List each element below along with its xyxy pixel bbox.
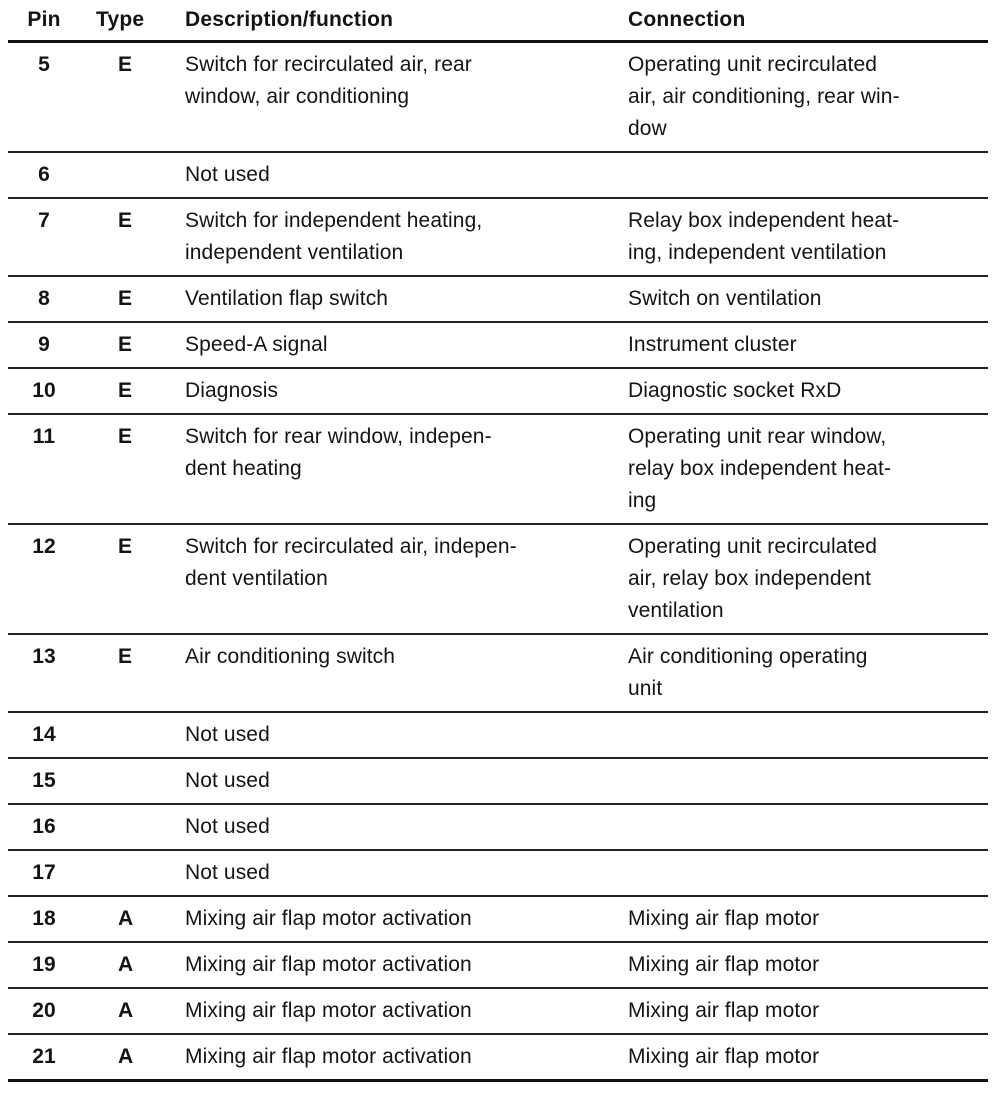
connection-cell <box>625 414 988 524</box>
pin-cell-text: 14 <box>32 723 56 746</box>
connection-cell <box>625 896 988 942</box>
pin-cell <box>8 368 88 414</box>
type-cell-text: A <box>118 907 134 930</box>
connection-cell-text: Switch on ventilation <box>628 287 822 310</box>
description-cell <box>185 988 625 1034</box>
connection-cell <box>625 712 988 758</box>
table-row <box>8 152 988 198</box>
description-cell-text: Mixing air flap motor activation <box>185 1045 472 1068</box>
pin-cell-text: 16 <box>32 815 56 838</box>
type-cell <box>88 634 185 712</box>
header-row <box>8 0 988 42</box>
type-cell <box>88 1034 185 1081</box>
connection-cell-text: Mixing air flap motor <box>628 1045 820 1068</box>
connection-cell <box>625 368 988 414</box>
pin-cell-text: 10 <box>32 379 56 402</box>
type-cell <box>88 942 185 988</box>
description-cell <box>185 368 625 414</box>
table-header <box>8 0 988 42</box>
type-cell <box>88 896 185 942</box>
type-cell-text: E <box>118 645 133 668</box>
table-row <box>8 758 988 804</box>
connection-cell-text: Mixing air flap motor <box>628 907 820 930</box>
connection-cell <box>625 276 988 322</box>
connection-cell <box>625 758 988 804</box>
description-cell-text: Air conditioning switch <box>185 645 396 668</box>
connection-cell-text: Instrument cluster <box>628 333 797 356</box>
pin-cell-text: 5 <box>38 53 50 76</box>
pin-cell-text: 7 <box>38 209 50 232</box>
pin-cell-text: 13 <box>32 645 56 668</box>
pin-cell-text: 11 <box>32 425 56 448</box>
pin-assignment-table <box>8 0 988 1082</box>
connection-cell-text: Operating unit recirculated air, air conditioning, rear win- dow <box>628 53 900 140</box>
type-cell <box>88 758 185 804</box>
pin-cell <box>8 152 88 198</box>
connection-cell <box>625 322 988 368</box>
description-cell-text: Not used <box>185 861 270 884</box>
connection-cell <box>625 1034 988 1081</box>
description-cell <box>185 804 625 850</box>
pin-cell <box>8 414 88 524</box>
pin-cell <box>8 758 88 804</box>
table-row <box>8 322 988 368</box>
type-cell <box>88 804 185 850</box>
description-cell-text: Mixing air flap motor activation <box>185 999 472 1022</box>
pin-cell <box>8 850 88 896</box>
pin-cell-text: 15 <box>32 769 56 792</box>
pin-cell <box>8 634 88 712</box>
pin-cell <box>8 896 88 942</box>
description-cell <box>185 322 625 368</box>
pin-cell <box>8 1034 88 1081</box>
pin-cell-text: 9 <box>38 333 50 356</box>
pin-cell <box>8 198 88 276</box>
connection-cell <box>625 634 988 712</box>
connection-cell <box>625 850 988 896</box>
description-cell-text: Not used <box>185 163 270 186</box>
description-cell-text: Not used <box>185 815 270 838</box>
table-body <box>8 42 988 1081</box>
description-cell-text: Switch for recirculated air, indepen- dent ventilation <box>185 535 517 590</box>
type-cell-text: A <box>118 999 134 1022</box>
type-cell-text: A <box>118 953 134 976</box>
connection-cell-text: Relay box independent heat- ing, independent ventilation <box>628 209 900 264</box>
connection-cell-text: Operating unit rear window, relay box independent heat- ing <box>628 425 892 512</box>
type-cell <box>88 712 185 758</box>
description-cell <box>185 1034 625 1081</box>
pin-cell-text: 12 <box>32 535 56 558</box>
pin-cell <box>8 524 88 634</box>
header-type: Type <box>88 0 185 42</box>
connection-cell <box>625 42 988 153</box>
pin-cell-text: 18 <box>32 907 56 930</box>
table-row <box>8 988 988 1034</box>
pin-cell <box>8 988 88 1034</box>
pin-cell-text: 19 <box>32 953 56 976</box>
description-cell <box>185 42 625 153</box>
table-row <box>8 42 988 153</box>
pin-cell-text: 8 <box>38 287 50 310</box>
description-cell-text: Diagnosis <box>185 379 279 402</box>
type-cell-text: A <box>118 1045 134 1068</box>
type-cell-text: E <box>118 425 133 448</box>
table-row <box>8 712 988 758</box>
connection-cell <box>625 804 988 850</box>
description-cell <box>185 942 625 988</box>
description-cell <box>185 414 625 524</box>
connection-cell-text: Diagnostic socket RxD <box>628 379 842 402</box>
type-cell <box>88 988 185 1034</box>
description-cell-text: Not used <box>185 723 270 746</box>
description-cell <box>185 896 625 942</box>
description-cell <box>185 850 625 896</box>
type-cell-text: E <box>118 53 133 76</box>
header-description: Description/function <box>185 0 625 42</box>
connection-cell-text: Air conditioning operating unit <box>628 645 868 700</box>
header-connection: Connection <box>625 0 988 42</box>
type-cell-text: E <box>118 333 133 356</box>
description-cell <box>185 198 625 276</box>
type-cell <box>88 414 185 524</box>
table-row <box>8 1034 988 1081</box>
description-cell-text: Switch for rear window, indepen- dent heating <box>185 425 492 480</box>
connection-cell-text: Mixing air flap motor <box>628 999 820 1022</box>
type-cell-text: E <box>118 379 133 402</box>
description-cell-text: Switch for recirculated air, rear window, air conditioning <box>185 53 472 108</box>
description-cell-text: Not used <box>185 769 270 792</box>
description-cell <box>185 758 625 804</box>
pin-cell <box>8 804 88 850</box>
description-cell <box>185 276 625 322</box>
type-cell-text: E <box>118 209 133 232</box>
description-cell-text: Mixing air flap motor activation <box>185 953 472 976</box>
description-cell-text: Switch for independent heating, independent ventilation <box>185 209 483 264</box>
table-row <box>8 198 988 276</box>
pin-cell-text: 21 <box>32 1045 56 1068</box>
type-cell <box>88 152 185 198</box>
type-cell <box>88 368 185 414</box>
table-row <box>8 804 988 850</box>
table-row <box>8 524 988 634</box>
table-row <box>8 414 988 524</box>
pin-cell <box>8 42 88 153</box>
pin-cell <box>8 322 88 368</box>
type-cell <box>88 524 185 634</box>
table-row <box>8 896 988 942</box>
table-row <box>8 942 988 988</box>
type-cell <box>88 42 185 153</box>
description-cell <box>185 634 625 712</box>
table-row <box>8 850 988 896</box>
table-row <box>8 276 988 322</box>
description-cell <box>185 712 625 758</box>
description-cell <box>185 524 625 634</box>
pin-cell-text: 20 <box>32 999 56 1022</box>
pin-cell-text: 17 <box>32 861 56 884</box>
pin-cell <box>8 276 88 322</box>
connection-cell-text: Mixing air flap motor <box>628 953 820 976</box>
table-row <box>8 634 988 712</box>
connection-cell <box>625 198 988 276</box>
table-row <box>8 368 988 414</box>
connection-cell <box>625 942 988 988</box>
type-cell <box>88 198 185 276</box>
connection-cell <box>625 988 988 1034</box>
type-cell <box>88 276 185 322</box>
connection-cell-text: Operating unit recirculated air, relay box independent ventilation <box>628 535 877 622</box>
type-cell <box>88 322 185 368</box>
connection-cell <box>625 152 988 198</box>
description-cell <box>185 152 625 198</box>
pin-cell <box>8 942 88 988</box>
header-pin: Pin <box>8 0 88 42</box>
description-cell-text: Speed-A signal <box>185 333 328 356</box>
type-cell <box>88 850 185 896</box>
connection-cell <box>625 524 988 634</box>
description-cell-text: Ventilation flap switch <box>185 287 389 310</box>
pin-cell-text: 6 <box>38 163 50 186</box>
description-cell-text: Mixing air flap motor activation <box>185 907 472 930</box>
pin-cell <box>8 712 88 758</box>
type-cell-text: E <box>118 535 133 558</box>
type-cell-text: E <box>118 287 133 310</box>
